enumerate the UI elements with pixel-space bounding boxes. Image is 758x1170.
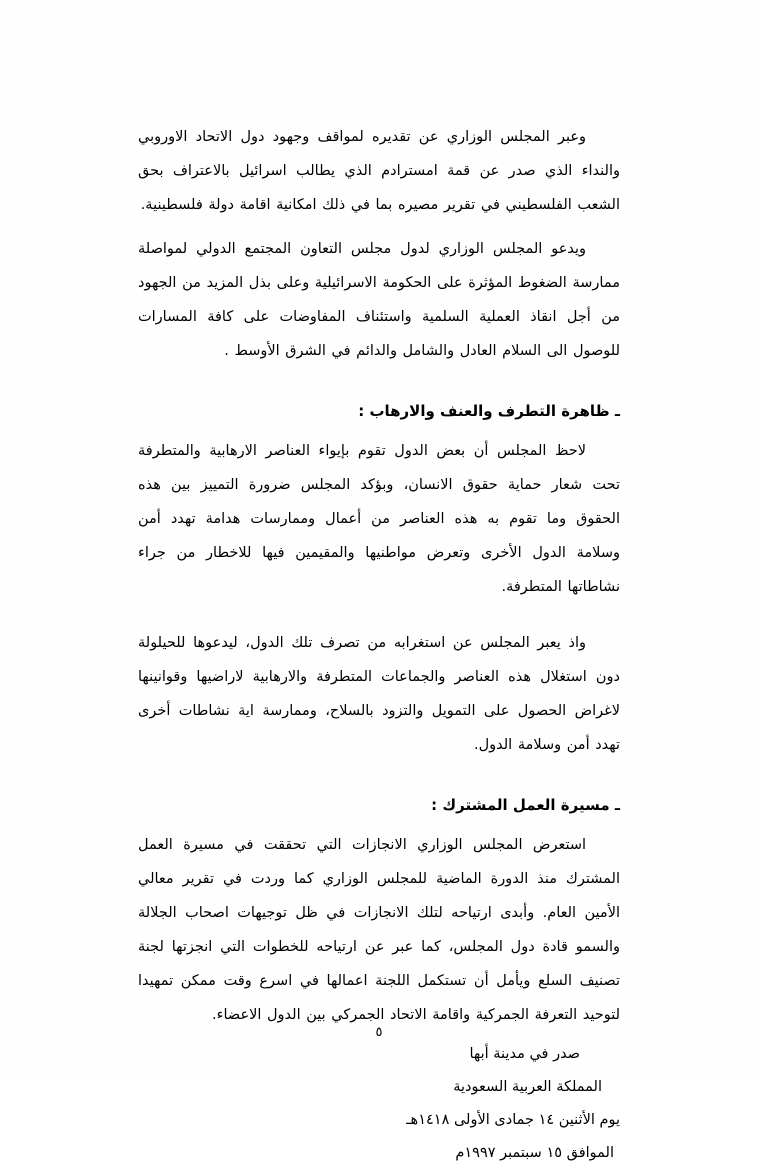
page-number: ٥ — [375, 1025, 383, 1040]
section-two-paragraph-1: استعرض المجلس الوزاري الانجازات التي تحققت في مسيرة العمل المشترك منذ الدورة الماضية للمجلس الوزاري كما وردت في تقرير معالي الأمين العام. وأبدى ارتياحه لتلك الانجازات في ظل توجيهات اصحاب الجلالة والسمو قادة دول المجلس، كما عبر عن ارتياحه للخطوات التي انجزتها لجنة تصنيف السلع ويأمل أن تستكمل اللجنة اعمالها في اسرع وقت ممكن تمهيدا لتوحيد التعرفة الجمركية واقامة الاتحاد الجمركي بين الدول الاعضاء. — [138, 837, 620, 1023]
spacer — [138, 820, 620, 828]
spacer — [138, 606, 620, 626]
signoff-line-gregorian-date: الموافق ١٥ سبتمبر ١٩٩٧م — [455, 1145, 614, 1161]
signoff-block — [138, 1038, 620, 1170]
paragraph-1: وعبر المجلس الوزاري عن تقديره لمواقف وجهود دول الاتحاد الاوروبي والنداء الذي صدر عن قمة امسترادم الذي يطالب اسرائيل بالاعتراف بحق الشعب الفلسطيني في تقرير مصيره بما في ذلك امكانية اقامة دولة فلسطينية. — [138, 129, 620, 213]
section-one-paragraph-2: واذ يعبر المجلس عن استغرابه من تصرف تلك الدول، ليدعوها للحيلولة دون استغلال هذه العناصر والجماعات المتطرفة والارهابية لاراضيها وقوانينها لاغراض الحصول على التمويل والتزود بالسلاح، وممارسة اية نشاطات أخرى تهدد أمن وسلامة الدول. — [138, 635, 620, 753]
signoff-line-country: المملكة العربية السعودية — [453, 1079, 602, 1095]
spacer — [138, 224, 620, 232]
section-heading-joint-action: ـ مسيرة العمل المشترك : — [431, 796, 620, 814]
spacer — [138, 370, 620, 396]
spacer — [138, 426, 620, 434]
section-one-paragraph-1: لاحظ المجلس أن بعض الدول تقوم بإيواء العناصر الارهابية والمتطرفة تحت شعار حماية حقوق الانسان، وبؤكد المجلس ضرورة التمييز بين هذه الحقوق وما تقوم به هذه العناصر من أعمال وممارسات هدامة تهدد أمن وسلامة الدول الأخرى وتعرض مواطنيها والمقيمين فيها للاخطار من جراء نشاطاتها المتطرفة. — [138, 443, 620, 595]
section-heading-extremism: ـ ظاهرة التطرف والعنف والارهاب : — [358, 402, 620, 420]
document-body — [138, 120, 620, 1170]
spacer — [138, 764, 620, 790]
signoff-line-city: صدر في مدينة أبها — [469, 1046, 580, 1062]
signoff-line-hijri-date: يوم الأثنين ١٤ جمادى الأولى ١٤١٨هـ — [406, 1112, 620, 1128]
paragraph-2: ويدعو المجلس الوزاري لدول مجلس التعاون المجتمع الدولي لمواصلة ممارسة الضغوط المؤثرة على الحكومة الاسرائيلية وعلى بذل المزيد من الجهود من أجل انقاذ العملية السلمية واستئناف المفاوضات على كافة المسارات للوصول الى السلام العادل والشامل والدائم في الشرق الأوسط . — [138, 241, 620, 359]
